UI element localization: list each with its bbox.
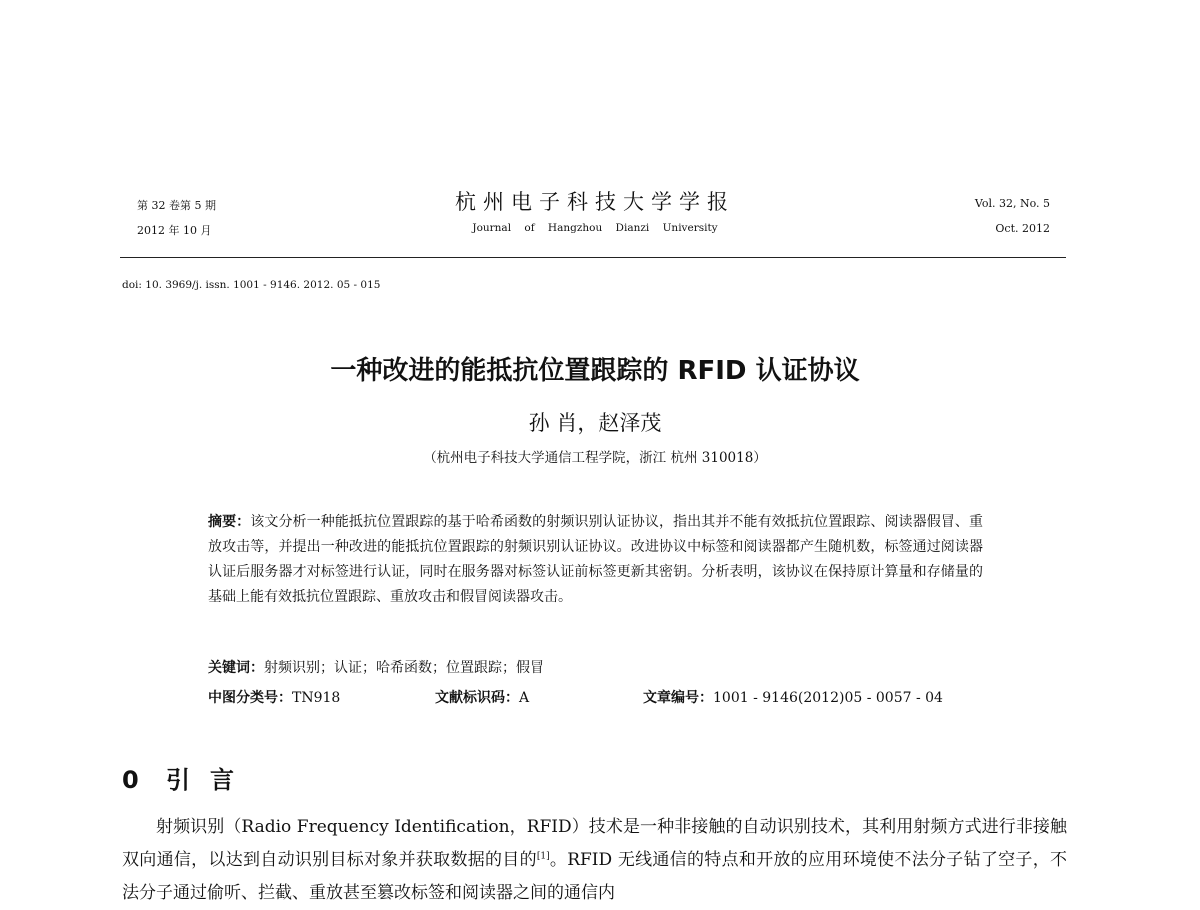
volume-info: Vol. 32, No. 5 — [974, 197, 1050, 210]
clc-label: 中图分类号： — [208, 690, 292, 706]
paper-title: 一种改进的能抵抗位置跟踪的 RFID 认证协议 — [330, 356, 860, 386]
clc-value: TN918 — [292, 690, 341, 706]
article-number-label: 文章编号： — [643, 690, 713, 706]
article-number — [643, 687, 943, 707]
body-paragraph — [122, 811, 1067, 910]
issue-info: 第 32 卷第 5 期 — [137, 199, 216, 212]
abstract-text: 该文分析一种能抵抗位置跟踪的基于哈希函数的射频识别认证协议，指出其并不能有效抵抗位置跟踪、阅读器假冒、重放攻击等，并提出一种改进的能抵抗位置跟踪的射频识别认证协议。改进协议中标签和阅读器都产生随机数，标签通过阅读器认证后服务器才对标签进行认证，同时在服务器对标签认证前标签更新其密钥。分析表明，该协议在保持原计算量和存储量的基础上能有效抵抗位置跟踪、重放攻击和假冒阅读器攻击。 — [208, 514, 984, 605]
section-title: 引言 — [166, 766, 254, 794]
doc-code-label: 文献标识码： — [435, 690, 519, 706]
keywords — [208, 657, 544, 677]
authors: 孙 肖，赵泽茂 — [528, 411, 662, 435]
doc-code-value: A — [519, 690, 530, 706]
volume-date: Oct. 2012 — [995, 222, 1050, 235]
citation-ref: [1] — [536, 851, 550, 862]
journal-title-cn: 杭州电子科技大学学报 — [455, 190, 735, 214]
body-text-end: 。RFID 无线通信的特点和开放的应用环境使不法分子钻了空子，不法分子通过偷听、拦截、重放甚至篡改标签和阅读器之间的通信内 — [122, 850, 1068, 903]
keywords-label: 关键词： — [208, 660, 264, 676]
journal-title-en: Journal of Hangzhou Dianzi University — [472, 222, 718, 234]
article-number-value: 1001 - 9146(2012)05 - 0057 - 04 — [713, 690, 943, 706]
affiliation: （杭州电子科技大学通信工程学院，浙江 杭州 310018） — [423, 450, 767, 466]
section-number: 0 — [122, 766, 139, 794]
body-text-start: 射频识别（Radio Frequency Identification，RFID）技术是一种非接触的自动识别技术，其利用射频方式进行非接触双向通信，以达到自动识别目标对象并获取数据的目的 — [122, 817, 1067, 870]
keywords-text: 射频识别；认证；哈希函数；位置跟踪；假冒 — [264, 660, 544, 676]
document-code — [435, 687, 529, 707]
abstract — [208, 510, 983, 610]
doi: doi: 10. 3969/j. issn. 1001 - 9146. 2012. 05 - 015 — [122, 279, 381, 291]
abstract-label: 摘要： — [208, 514, 251, 530]
clc-number — [208, 687, 340, 707]
issue-date: 2012 年 10 月 — [137, 224, 212, 237]
section-heading — [122, 760, 254, 795]
header-rule — [120, 257, 1066, 258]
